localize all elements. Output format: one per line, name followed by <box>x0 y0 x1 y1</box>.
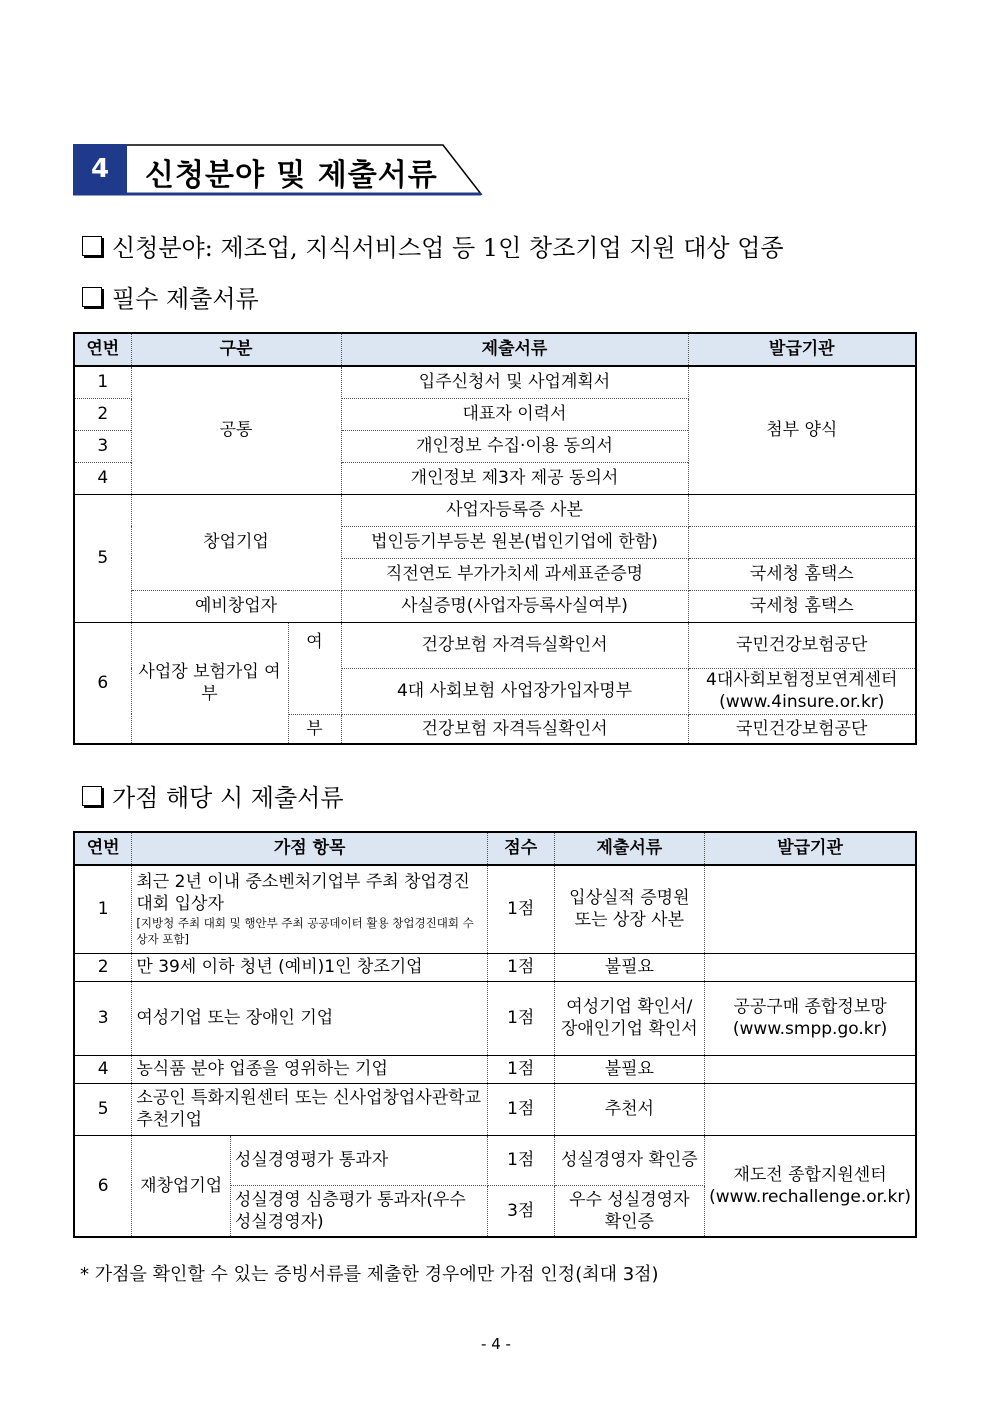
section-title: 신청분야 및 제출서류 <box>145 158 438 193</box>
org-cell <box>705 865 916 953</box>
required-docs-table <box>73 332 917 745</box>
category-cell: 창업기업 <box>131 494 341 590</box>
col-header: 제출서류 <box>341 333 688 366</box>
item-note: [지방청 주최 대회 및 행안부 주최 공공데이터 활용 창업경진대회 수상자 포함] <box>136 916 474 947</box>
row-number: 6 <box>74 1135 132 1237</box>
col-header: 연번 <box>74 333 131 366</box>
doc-cell: 추천서 <box>554 1083 705 1135</box>
bullet-required-text: 필수 제출서류 <box>112 285 259 313</box>
doc-cell: 사실증명(사업자등록사실여부) <box>341 590 688 622</box>
row-number: 2 <box>74 398 131 430</box>
checkbox-icon <box>82 236 102 256</box>
score-cell: 1점 <box>487 865 554 953</box>
org-cell <box>705 1083 916 1135</box>
doc-cell: 여성기업 확인서/ 장애인기업 확인서 <box>554 981 705 1055</box>
org-cell <box>688 494 916 526</box>
doc-cell: 법인등기부등본 원본(법인기업에 한함) <box>341 526 688 558</box>
row-number: 1 <box>74 865 132 953</box>
checkbox-icon <box>82 786 102 806</box>
col-header: 발급기관 <box>705 832 916 865</box>
category-cell: 예비창업자 <box>131 590 341 622</box>
group-cell: 재창업기업 <box>132 1135 231 1237</box>
doc-cell: 사업자등록증 사본 <box>341 494 688 526</box>
row-number: 1 <box>74 366 131 398</box>
score-cell: 1점 <box>487 953 554 981</box>
yes-cell: 여 <box>288 622 341 714</box>
org-cell <box>705 953 916 981</box>
doc-cell: 입주신청서 및 사업계획서 <box>341 366 688 398</box>
category-cell: 사업장 보험가입 여부 <box>131 622 288 744</box>
bullet-bonus-text: 가점 해당 시 제출서류 <box>112 784 344 812</box>
row-number: 4 <box>74 1055 132 1083</box>
col-header: 구분 <box>131 333 341 366</box>
bullet-field-text: 신청분야: 제조업, 지식서비스업 등 1인 창조기업 지원 대상 업종 <box>112 234 784 262</box>
col-header: 점수 <box>487 832 554 865</box>
item-text: 최근 2년 이내 중소벤처기업부 주최 창업경진대회 입상자 <box>136 872 470 915</box>
doc-cell: 우수 성실경영자 확인증 <box>554 1185 705 1237</box>
doc-cell: 직전연도 부가가치세 과세표준증명 <box>341 558 688 590</box>
doc-cell: 입상실적 증명원 또는 상장 사본 <box>554 865 705 953</box>
doc-cell: 4대 사회보험 사업장가입자명부 <box>341 668 688 714</box>
no-cell: 부 <box>288 714 341 744</box>
section-number: 4 <box>73 144 127 194</box>
col-header: 가점 항목 <box>132 832 488 865</box>
row-number: 3 <box>74 430 131 462</box>
org-cell: 국세청 홈택스 <box>688 558 916 590</box>
org-name: 4대사회보험정보연계센터 <box>706 669 898 690</box>
col-header: 제출서류 <box>554 832 705 865</box>
row-number: 2 <box>74 953 132 981</box>
item-cell: 성실경영 심층평가 통과자(우수 성실경영자) <box>230 1185 487 1237</box>
row-number: 5 <box>74 494 131 622</box>
doc-cell: 건강보험 자격득실확인서 <box>341 622 688 668</box>
row-number: 6 <box>74 622 131 744</box>
bonus-docs-table <box>73 831 917 1238</box>
bullet-bonus <box>82 778 344 813</box>
row-number: 3 <box>74 981 132 1055</box>
page-number: - 4 - <box>481 1335 511 1353</box>
footnote: * 가점을 확인할 수 있는 증빙서류를 제출한 경우에만 가점 인정(최대 3점) <box>80 1264 659 1285</box>
bullet-required <box>82 279 259 314</box>
org-cell: 공공구매 종합정보망 (www.smpp.go.kr) <box>705 981 916 1055</box>
doc-cell: 대표자 이력서 <box>341 398 688 430</box>
score-cell: 1점 <box>487 1135 554 1185</box>
doc-cell: 성실경영자 확인증 <box>554 1135 705 1185</box>
row-number: 4 <box>74 462 131 494</box>
item-cell: 만 39세 이하 청년 (예비)1인 창조기업 <box>132 953 488 981</box>
bullet-field <box>82 228 784 263</box>
score-cell: 3점 <box>487 1185 554 1237</box>
doc-cell: 개인정보 제3자 제공 동의서 <box>341 462 688 494</box>
item-cell: 소공인 특화지원센터 또는 신사업창업사관학교 추천기업 <box>132 1083 488 1135</box>
section-header <box>73 144 483 196</box>
org-cell: 국세청 홈택스 <box>688 590 916 622</box>
item-cell: 농식품 분야 업종을 영위하는 기업 <box>132 1055 488 1083</box>
org-cell <box>688 668 916 714</box>
org-cell: 국민건강보험공단 <box>688 622 916 668</box>
row-number: 5 <box>74 1083 132 1135</box>
doc-cell: 건강보험 자격득실확인서 <box>341 714 688 744</box>
doc-cell: 불필요 <box>554 953 705 981</box>
col-header: 발급기관 <box>688 333 916 366</box>
org-cell <box>688 526 916 558</box>
org-cell: 국민건강보험공단 <box>688 714 916 744</box>
score-cell: 1점 <box>487 1083 554 1135</box>
item-cell <box>132 865 488 953</box>
score-cell: 1점 <box>487 1055 554 1083</box>
category-cell: 공통 <box>131 366 341 494</box>
col-header: 연번 <box>74 832 132 865</box>
doc-cell: 개인정보 수집·이용 동의서 <box>341 430 688 462</box>
org-url: (www.4insure.or.kr) <box>719 692 885 712</box>
item-cell: 여성기업 또는 장애인 기업 <box>132 981 488 1055</box>
org-cell: 재도전 종합지원센터 (www.rechallenge.or.kr) <box>705 1135 916 1237</box>
item-cell: 성실경영평가 통과자 <box>230 1135 487 1185</box>
checkbox-icon <box>82 287 102 307</box>
org-cell <box>705 1055 916 1083</box>
doc-cell: 불필요 <box>554 1055 705 1083</box>
org-cell: 첨부 양식 <box>688 366 916 494</box>
score-cell: 1점 <box>487 981 554 1055</box>
